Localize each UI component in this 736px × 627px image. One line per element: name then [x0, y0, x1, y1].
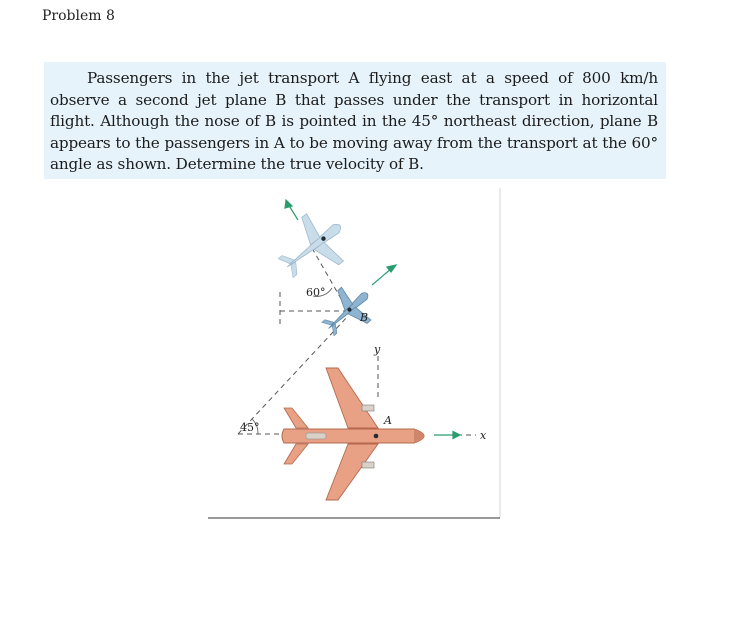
a-velocity-arrowhead — [453, 432, 460, 439]
angle-60-label: 60° — [306, 286, 326, 299]
x-axis-label: x — [480, 429, 487, 442]
y-axis-label: y — [374, 343, 381, 356]
transport-a-icon — [282, 368, 424, 500]
ghost-velocity-arrowhead — [285, 200, 292, 208]
plane-a-label: A — [384, 414, 392, 427]
problem-statement-text: Passengers in the jet transport A flying east at a speed of 800 km/h observe a second jet plane B that passes under the transport in horizontal flight. Although the nose of B is pointed in the 45° northeast direction, plane B appears to the passengers in A to be moving away from the transport at the 60° angle as shown. Determine the true velocity of B. — [50, 69, 658, 174]
figure-svg — [208, 188, 504, 522]
ghost-jet-icon — [267, 202, 358, 292]
plane-b-label: B — [360, 311, 369, 324]
relative-velocity-figure — [208, 188, 504, 522]
problem-heading: Problem 8 — [42, 8, 115, 24]
problem-statement-box — [44, 62, 666, 179]
b-velocity-arrow — [372, 268, 392, 285]
angle-45-label: 45° — [240, 421, 260, 434]
